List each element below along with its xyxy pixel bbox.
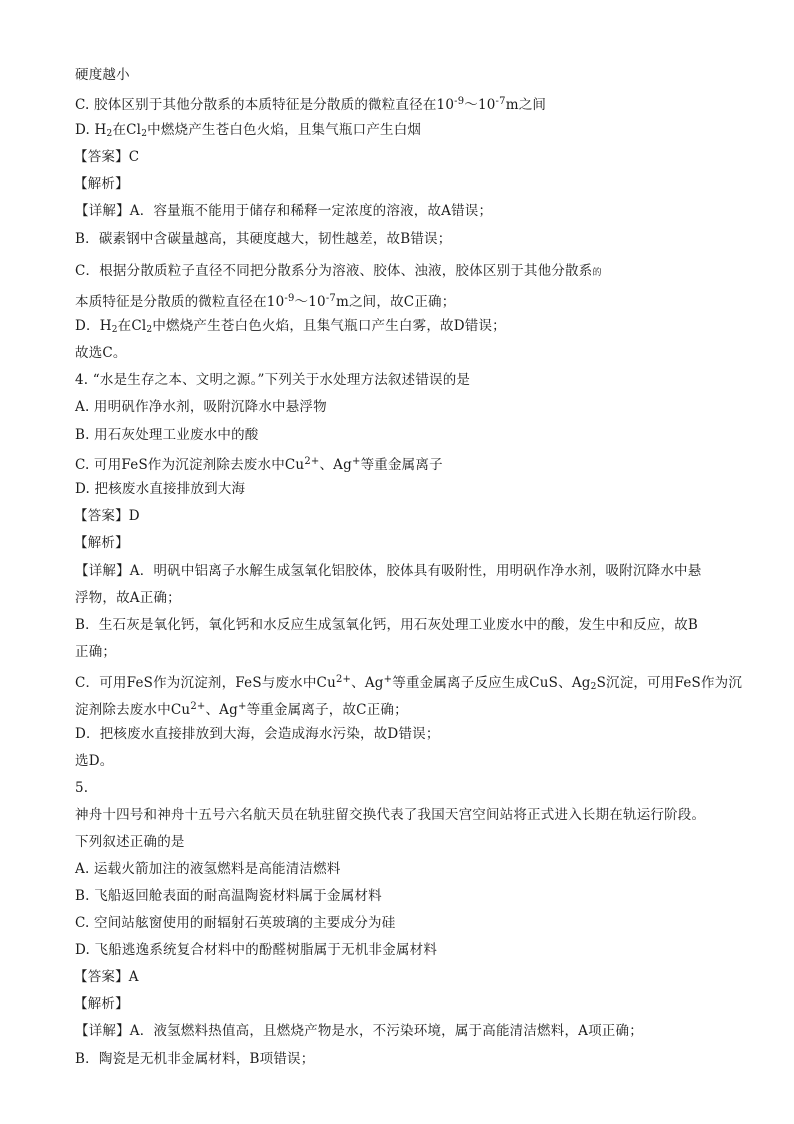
subscript: 2: [106, 129, 113, 139]
text-run: 、Ag: [319, 457, 352, 473]
superscript: +: [237, 701, 247, 712]
text-line-l31: [75, 887, 382, 905]
text-run: 故选C。: [75, 345, 127, 361]
text-run: 【解析】: [74, 996, 129, 1012]
text-run: 选D。: [75, 753, 114, 769]
text-run: A. 运载火箭加注的液氢燃料是高能清洁燃料: [75, 861, 341, 877]
text-line-l08: [75, 262, 601, 282]
text-run: 等重金属离子: [360, 457, 443, 473]
text-line-l28: [75, 806, 705, 824]
text-line-l20: [75, 589, 181, 607]
text-run: S沉淀，可用FeS作为沉: [596, 675, 743, 691]
subscript: 2: [111, 325, 118, 335]
text-line-l14: [75, 426, 259, 444]
text-run: C. 空间站舷窗使用的耐辐射石英玻璃的主要成分为硅: [75, 915, 396, 931]
text-line-l18: [74, 534, 129, 552]
text-run: 神舟十四号和神舟十五号六名航天员在轨驻留交换代表了我国天宫空间站将正式进入长期在轨运行阶段。: [75, 807, 706, 823]
superscript: 2+: [190, 701, 206, 712]
text-run: D．把核废水直接排放到大海，会造成海水污染，故D错误；: [75, 726, 440, 742]
text-line-l26: [75, 752, 113, 770]
text-run: 等重金属离子反应生成CuS、Ag: [392, 675, 591, 691]
text-run: D．H: [75, 318, 112, 334]
subscript: 2: [141, 129, 148, 139]
text-line-l21: [75, 616, 698, 634]
text-run: D. H: [75, 122, 107, 138]
text-line-l24: [75, 698, 408, 719]
text-run: 【详解】A．容量瓶不能用于储存和稀释一定浓度的溶液，故A错误；: [75, 203, 493, 219]
text-run: B．生石灰是氧化钙，氧化钙和水反应生成氢氧化钙，用石灰处理工业废水中的酸，发生中和反应，故B: [75, 617, 699, 633]
text-run: 【解析】: [74, 176, 129, 192]
text-line-l36: [75, 1022, 643, 1040]
text-line-l15: [75, 453, 443, 474]
text-run: 【解析】: [74, 535, 129, 551]
text-run: C. 胶体区别于其他分散系的本质特征是分散质的微粒直径在10: [75, 97, 455, 113]
text-line-l02: [75, 93, 546, 114]
superscript: -7: [325, 293, 336, 304]
text-run: ～10: [464, 97, 496, 113]
small-char: 的: [592, 268, 602, 278]
text-line-l13: [75, 398, 327, 416]
text-line-l19: [75, 562, 701, 580]
text-run: 、Ag: [205, 702, 238, 718]
text-line-l12: [75, 371, 470, 389]
text-run: A. 用明矾作净水剂，吸附沉降水中悬浮物: [75, 399, 327, 415]
text-run: D. 飞船逃逸系统复合材料中的酚醛树脂属于无机非金属材料: [75, 942, 438, 958]
text-run: 【答案】D: [74, 508, 140, 524]
text-run: 中燃烧产生苍白色火焰，且集气瓶口产生白雾，故D错误；: [152, 318, 506, 334]
text-line-l05: [74, 175, 129, 193]
text-run: D. 把核废水直接排放到大海: [75, 481, 246, 497]
text-line-l37: [75, 1050, 314, 1068]
text-run: C. 可用FeS作为沉淀剂除去废水中Cu: [75, 457, 305, 473]
subscript: 2: [146, 325, 153, 335]
text-run: 在Cl: [112, 122, 142, 138]
text-run: 【详解】A．明矾中铝离子水解生成氢氧化铝胶体，胶体具有吸附性，用明矾作净水剂，吸附沉降水中悬: [75, 563, 702, 579]
subscript: 2: [590, 682, 597, 692]
text-run: 5.: [75, 780, 89, 796]
superscript: 2+: [336, 674, 352, 685]
text-run: 【答案】C: [74, 149, 140, 165]
text-run: ～10: [294, 294, 326, 310]
text-line-l32: [75, 914, 395, 932]
text-line-l07: [75, 230, 451, 248]
text-run: 浮物，故A正确；: [75, 590, 181, 606]
text-line-l03: [75, 121, 421, 143]
text-line-l30: [75, 860, 341, 878]
text-line-l17: [74, 507, 140, 525]
text-line-l25: [75, 725, 440, 743]
text-run: 【详解】A．液氢燃料热值高，且燃烧产物是水，不污染环境，属于高能清洁燃料，A项正确；: [75, 1023, 643, 1039]
text-line-l06: [75, 202, 492, 220]
superscript: +: [351, 456, 361, 467]
text-line-l22: [75, 643, 116, 661]
text-line-l11: [75, 344, 127, 362]
text-line-l34: [74, 968, 139, 986]
text-line-l35: [74, 995, 129, 1013]
text-run: 中燃烧产生苍白色火焰，且集气瓶口产生白烟: [147, 122, 422, 138]
text-run: 4. “水是生存之本、文明之源。”下列关于水处理方法叙述错误的是: [75, 372, 471, 388]
text-line-l16: [75, 480, 245, 498]
text-run: m之间，故C正确；: [335, 294, 456, 310]
text-line-l27: [75, 779, 88, 797]
text-run: 【答案】A: [74, 969, 139, 985]
text-run: 淀剂除去废水中Cu: [75, 702, 191, 718]
text-line-l01: [75, 66, 130, 84]
text-run: m之间: [505, 97, 547, 113]
text-line-l09: [75, 290, 455, 311]
text-run: 在Cl: [117, 318, 147, 334]
superscript: -9: [284, 293, 295, 304]
text-run: B．碳素钢中含碳量越高，其硬度越大，韧性越差，故B错误；: [75, 231, 452, 247]
text-line-l10: [75, 317, 506, 339]
text-run: 硬度越小: [75, 67, 130, 83]
text-run: 正确；: [75, 644, 117, 660]
text-run: B. 用石灰处理工业废水中的酸: [75, 427, 259, 443]
text-run: 本质特征是分散质的微粒直径在10: [75, 294, 285, 310]
text-run: C．可用FeS作为沉淀剂，FeS与废水中Cu: [75, 675, 336, 691]
text-line-l29: [75, 833, 185, 851]
text-run: B. 飞船返回舱表面的耐高温陶瓷材料属于金属材料: [75, 888, 382, 904]
text-line-l33: [75, 941, 437, 959]
superscript: +: [383, 674, 393, 685]
text-run: 等重金属离子，故C正确；: [246, 702, 408, 718]
text-run: 、Ag: [351, 675, 384, 691]
text-run: C．根据分散质粒子直径不同把分散系分为溶液、胶体、浊液，胶体区别于其他分散系: [75, 263, 593, 279]
text-line-l04: [74, 148, 139, 166]
text-run: 下列叙述正确的是: [75, 834, 185, 850]
text-run: B．陶瓷是无机非金属材料，B项错误；: [75, 1051, 315, 1067]
text-line-l23: [75, 671, 742, 696]
superscript: -7: [495, 96, 506, 107]
superscript: 2+: [304, 456, 320, 467]
superscript: -9: [454, 96, 465, 107]
